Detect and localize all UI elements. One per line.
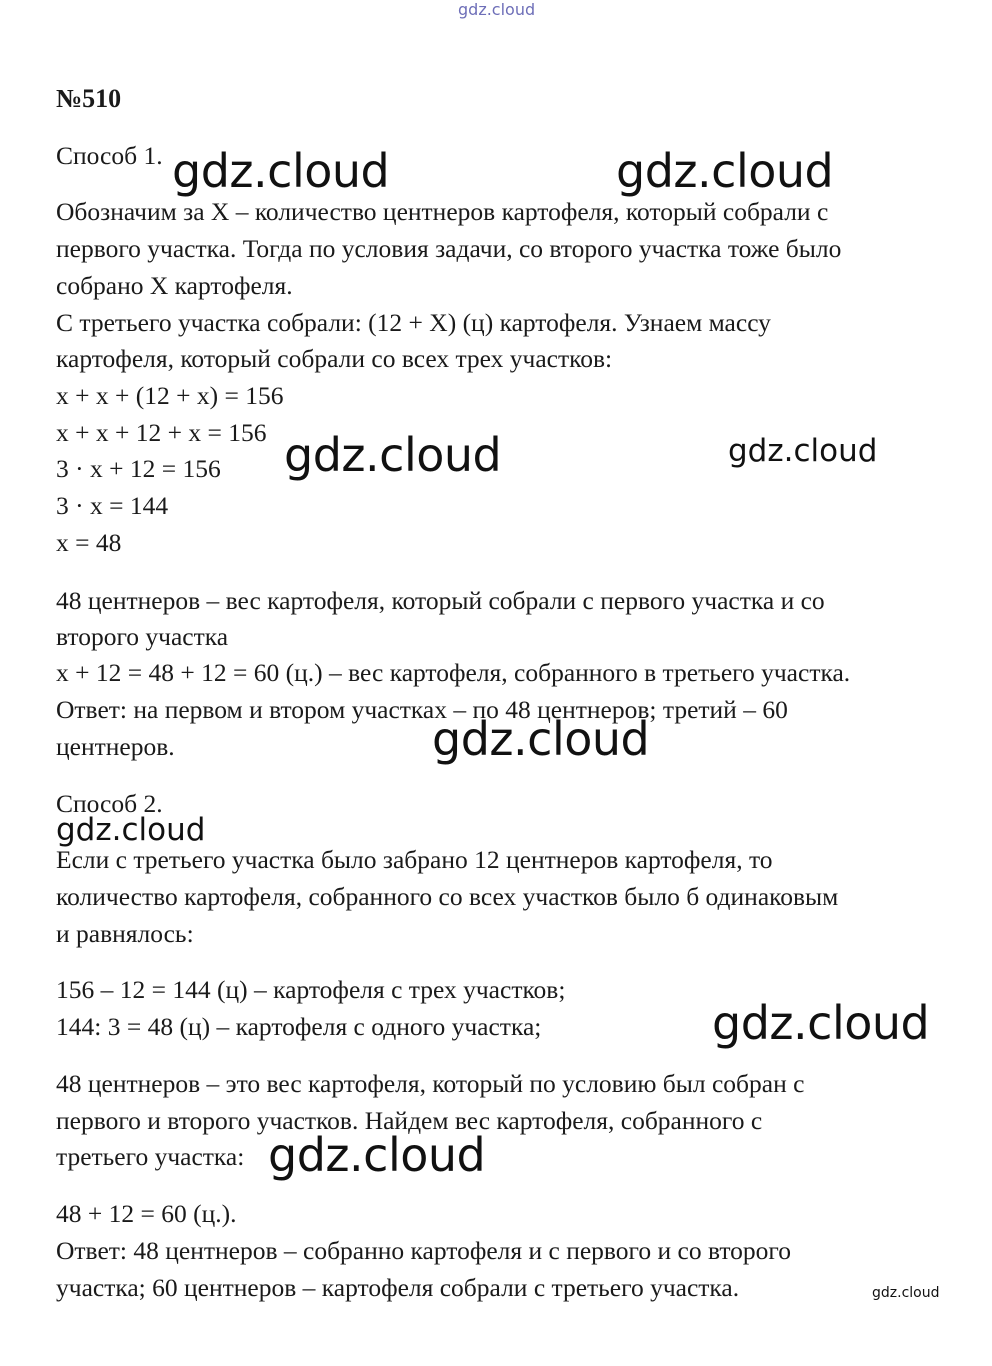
method1-conclusion-line: 48 центнеров – вес картофеля, который собрали с первого участка и со [56,586,825,615]
method2-explain-line: 48 центнеров – это вес картофеля, который по условию был собран с [56,1069,805,1098]
equation-line: 3 · x = 144 [56,491,169,520]
equation-line: 3 · x + 12 = 156 [56,454,221,483]
method2-intro-line: и равнялось: [56,919,194,948]
watermark: gdz.cloud [712,996,930,1050]
equation-line: x = 48 [56,528,122,557]
method2-intro-line: Если с третьего участка было забрано 12 центнеров картофеля, то [56,845,773,874]
method1-line: картофеля, который собрали со всех трех участков: [56,344,613,373]
watermark: gdz.cloud [616,144,834,198]
method2-intro-line: количество картофеля, собранного со всех участков было б одинаковым [56,882,839,911]
method1-answer-line: Ответ: на первом и втором участках – по 48 центнеров; третий – 60 [56,695,788,724]
watermark: gdz.cloud [432,712,650,766]
watermark: gdz.cloud [172,144,390,198]
method2-answer-line: Ответ: 48 центнеров – собранно картофеля и с первого и со второго [56,1236,791,1265]
watermark: gdz.cloud [284,428,502,482]
method2-result-line: 48 + 12 = 60 (ц.). [56,1199,237,1228]
watermark-small: gdz.cloud [872,1285,940,1301]
method2-calc-line: 156 – 12 = 144 (ц) – картофеля с трех участков; [56,975,566,1004]
equation-line: x + x + 12 + x = 156 [56,418,267,447]
method1-line: собрано X картофеля. [56,271,293,300]
method1-conclusion-line: x + 12 = 48 + 12 = 60 (ц.) – вес картофеля, собранного в третьего участка. [56,658,851,687]
watermark: gdz.cloud [728,433,878,469]
method1-heading: Способ 1. [56,141,163,170]
method2-calc-line: 144: 3 = 48 (ц) – картофеля с одного участка; [56,1012,542,1041]
task-number: №510 [56,84,122,113]
method2-explain-line: первого и второго участков. Найдем вес картофеля, собранного с [56,1106,763,1135]
method1-line: Обозначим за X – количество центнеров картофеля, который собрали с [56,197,829,226]
method1-line: С третьего участка собрали: (12 + X) (ц) картофеля. Узнаем массу [56,308,771,337]
watermark-top: gdz.cloud [458,0,536,19]
watermark: gdz.cloud [268,1128,486,1182]
method1-answer-line: центнеров. [56,732,175,761]
method1-line: первого участка. Тогда по условия задачи, со второго участка тоже было [56,234,842,263]
watermark: gdz.cloud [56,812,206,848]
method2-explain-line: третьего участка: [56,1142,245,1171]
method1-conclusion-line: второго участка [56,622,229,651]
method2-heading: Способ 2. [56,789,163,818]
equation-line: x + x + (12 + x) = 156 [56,381,284,410]
method2-answer-line: участка; 60 центнеров – картофеля собрали с третьего участка. [56,1273,740,1302]
